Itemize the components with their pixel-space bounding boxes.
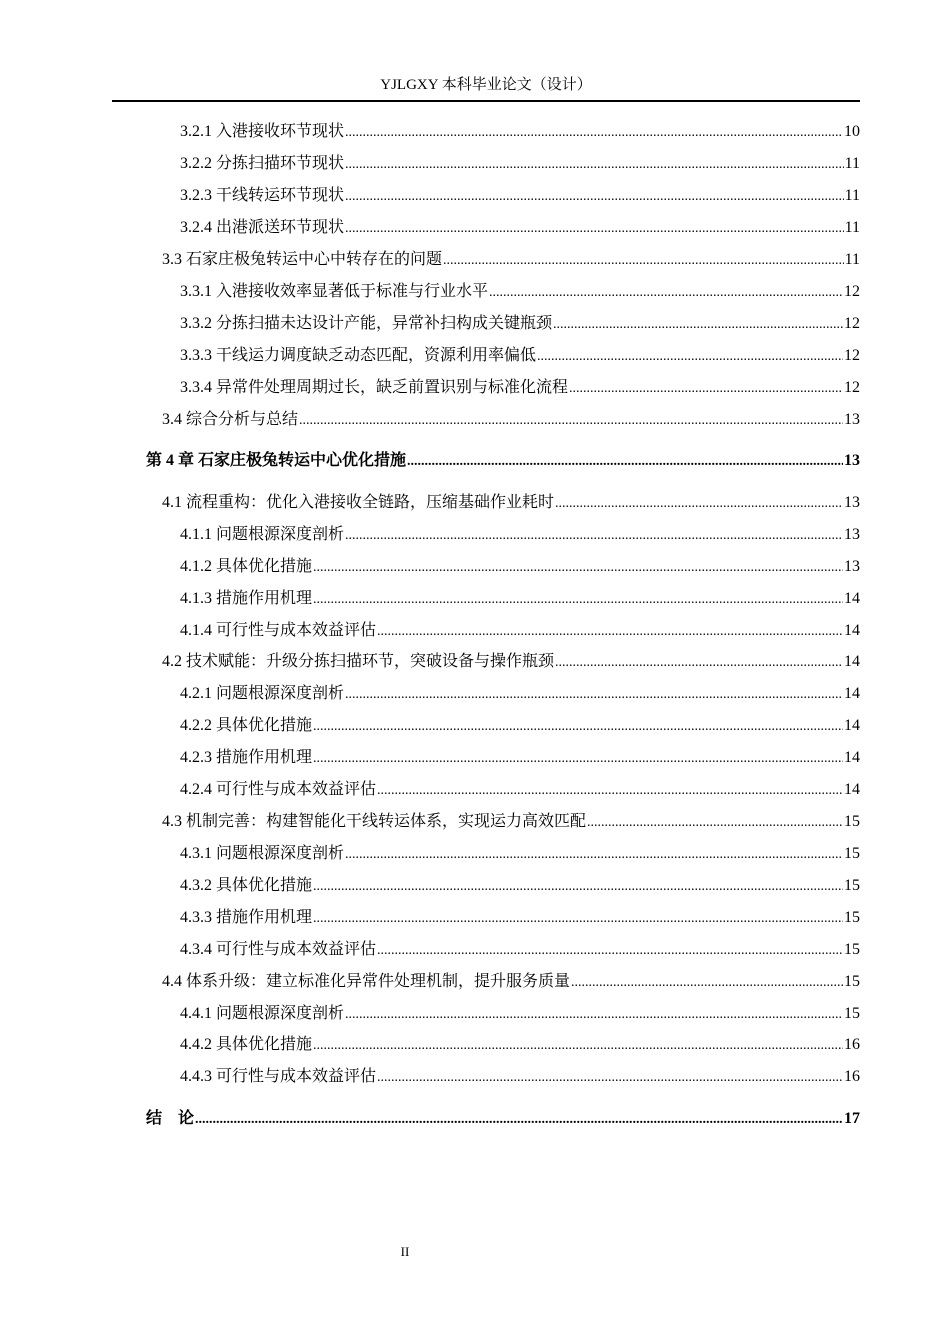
toc-leader-dots [195, 1109, 843, 1131]
toc-leader-dots [569, 378, 843, 400]
toc-entry-label: 3.3.1 入港接收效率显著低于标准与行业水平 [180, 283, 489, 300]
toc-leader-dots [345, 122, 843, 144]
toc-entry[interactable] [180, 1034, 860, 1057]
toc-entry-label: 4.1.1 问题根源深度剖析 [180, 526, 345, 543]
toc-entry-page: 15 [844, 877, 860, 894]
toc-entry-label: 4.1.2 具体优化措施 [180, 558, 313, 575]
toc-leader-dots [345, 525, 843, 547]
toc-entry-page: 15 [844, 909, 860, 926]
toc-leader-dots [537, 346, 843, 368]
toc-leader-dots [555, 652, 843, 674]
toc-leader-dots [489, 282, 843, 304]
toc-entry-page: 14 [844, 653, 860, 670]
toc-entry[interactable] [180, 588, 860, 611]
toc-entry-label: 4.4.2 具体优化措施 [180, 1036, 313, 1053]
toc-entry-label: 4.3 机制完善：构建智能化干线转运体系，实现运力高效匹配 [162, 813, 587, 830]
toc-leader-dots [443, 250, 844, 272]
page-number: II [400, 1244, 410, 1259]
toc-entry-page: 14 [844, 717, 860, 734]
toc-entry-page: 13 [844, 558, 860, 575]
toc-entry[interactable] [180, 875, 860, 898]
toc-entry[interactable] [180, 843, 860, 866]
toc-leader-dots [313, 876, 843, 898]
toc-leader-dots [345, 154, 844, 176]
toc-entry-page: 13 [844, 411, 860, 428]
toc-entry[interactable] [180, 620, 860, 643]
toc-entry-page: 14 [844, 749, 860, 766]
toc-leader-dots [313, 589, 843, 611]
toc-entry-page: 13 [844, 452, 860, 469]
toc-entry-page: 17 [844, 1110, 860, 1127]
toc-entry[interactable] [180, 524, 860, 547]
toc-entry-label: 4.1.3 措施作用机理 [180, 590, 313, 607]
toc-entry-page: 12 [844, 379, 860, 396]
toc-entry[interactable] [180, 377, 860, 400]
toc-leader-dots [313, 716, 843, 738]
toc-entry-page: 11 [844, 155, 860, 172]
toc-entry-page: 12 [844, 315, 860, 332]
toc-entry[interactable] [180, 345, 860, 368]
toc-leader-dots [345, 844, 843, 866]
toc-entry-page: 11 [844, 219, 860, 236]
running-header: YJLGXY 本科毕业论文（设计） [380, 77, 592, 93]
toc-leader-dots [377, 940, 843, 962]
toc-entry[interactable] [180, 1066, 860, 1089]
toc-entry-page: 14 [844, 685, 860, 702]
toc-entry[interactable] [180, 556, 860, 579]
toc-chapter-entry[interactable] [146, 450, 860, 473]
toc-entry-label: 4.3.2 具体优化措施 [180, 877, 313, 894]
toc-entry-page: 10 [844, 123, 860, 140]
toc-entry-label: 4.1.4 可行性与成本效益评估 [180, 622, 377, 639]
toc-entry[interactable] [180, 747, 860, 770]
toc-entry-label: 4.3.1 问题根源深度剖析 [180, 845, 345, 862]
toc-leader-dots [313, 1035, 843, 1057]
toc-entry-label: 3.3.2 分拣扫描未达设计产能，异常补扫构成关键瓶颈 [180, 315, 553, 332]
toc-entry-label: 3.2.1 入港接收环节现状 [180, 123, 345, 140]
toc-entry[interactable] [162, 249, 860, 272]
toc-entry-page: 13 [844, 494, 860, 511]
toc-entry-label: 4.3.4 可行性与成本效益评估 [180, 941, 377, 958]
toc-entry-page: 15 [844, 845, 860, 862]
toc-leader-dots [587, 812, 843, 834]
toc-entry-label: 3.3.3 干线运力调度缺乏动态匹配，资源利用率偏低 [180, 347, 537, 364]
toc-entry[interactable] [162, 811, 860, 834]
toc-leader-dots [407, 451, 843, 473]
toc-leader-dots [313, 748, 843, 770]
toc-entry[interactable] [162, 971, 860, 994]
toc-entry-label: 4.4.1 问题根源深度剖析 [180, 1005, 345, 1022]
toc-entry[interactable] [180, 313, 860, 336]
toc-entry-label: 3.3 石家庄极兔转运中心中转存在的问题 [162, 251, 443, 268]
toc-entry-label: 3.2.3 干线转运环节现状 [180, 187, 345, 204]
toc-entry-page: 12 [844, 283, 860, 300]
toc-entry[interactable] [180, 1003, 860, 1026]
toc-leader-dots [377, 780, 843, 802]
header-divider [112, 100, 860, 102]
toc-entry[interactable] [162, 409, 860, 432]
toc-leader-dots [553, 314, 843, 336]
toc-entry-page: 11 [844, 187, 860, 204]
toc-entry-page: 14 [844, 590, 860, 607]
toc-entry-page: 14 [844, 781, 860, 798]
toc-entry[interactable] [180, 683, 860, 706]
toc-entry[interactable] [162, 651, 860, 674]
toc-entry-label: 结 论 [146, 1110, 195, 1127]
toc-entry-label: 4.4.3 可行性与成本效益评估 [180, 1068, 377, 1085]
toc-entry-page: 14 [844, 622, 860, 639]
toc-leader-dots [555, 493, 843, 515]
toc-leader-dots [345, 1004, 843, 1026]
toc-entry-label: 4.1 流程重构：优化入港接收全链路，压缩基础作业耗时 [162, 494, 555, 511]
toc-entry[interactable] [180, 281, 860, 304]
toc-entry[interactable] [180, 939, 860, 962]
toc-entry[interactable] [162, 492, 860, 515]
toc-entry-label: 3.2.2 分拣扫描环节现状 [180, 155, 345, 172]
toc-leader-dots [345, 218, 844, 240]
toc-entry-label: 3.3.4 异常件处理周期过长，缺乏前置识别与标准化流程 [180, 379, 569, 396]
toc-entry-page: 15 [844, 813, 860, 830]
toc-entry[interactable] [180, 121, 860, 144]
toc-leader-dots [377, 621, 843, 643]
toc-entry-label: 4.2.4 可行性与成本效益评估 [180, 781, 377, 798]
toc-entry-label: 4.2.1 问题根源深度剖析 [180, 685, 345, 702]
toc-entry-page: 15 [844, 973, 860, 990]
toc-entry-label: 4.3.3 措施作用机理 [180, 909, 313, 926]
toc-entry-page: 13 [844, 526, 860, 543]
toc-leader-dots [377, 1067, 843, 1089]
toc-chapter-entry[interactable] [146, 1108, 860, 1131]
toc-leader-dots [299, 410, 843, 432]
toc-entry[interactable] [180, 715, 860, 738]
toc-entry-page: 15 [844, 941, 860, 958]
toc-entry-label: 4.2 技术赋能：升级分拣扫描环节，突破设备与操作瓶颈 [162, 653, 555, 670]
toc-entry-label: 第 4 章 石家庄极兔转运中心优化措施 [146, 452, 407, 469]
toc-entry[interactable] [180, 185, 860, 208]
toc-entry[interactable] [180, 153, 860, 176]
toc-entry-label: 3.4 综合分析与总结 [162, 411, 299, 428]
toc-entry[interactable] [180, 779, 860, 802]
toc-entry[interactable] [180, 217, 860, 240]
toc-entry-page: 16 [844, 1036, 860, 1053]
toc-entry-label: 3.2.4 出港派送环节现状 [180, 219, 345, 236]
toc-entry-page: 12 [844, 347, 860, 364]
toc-entry-page: 16 [844, 1068, 860, 1085]
toc-leader-dots [571, 972, 843, 994]
toc-entry[interactable] [180, 907, 860, 930]
toc-entry-label: 4.2.2 具体优化措施 [180, 717, 313, 734]
toc-leader-dots [345, 684, 843, 706]
toc-entry-page: 15 [844, 1005, 860, 1022]
toc-entry-page: 11 [844, 251, 860, 268]
toc-leader-dots [313, 557, 843, 579]
toc-leader-dots [313, 908, 843, 930]
toc-leader-dots [345, 186, 844, 208]
toc-entry-label: 4.2.3 措施作用机理 [180, 749, 313, 766]
toc-entry-label: 4.4 体系升级：建立标准化异常件处理机制，提升服务质量 [162, 973, 571, 990]
